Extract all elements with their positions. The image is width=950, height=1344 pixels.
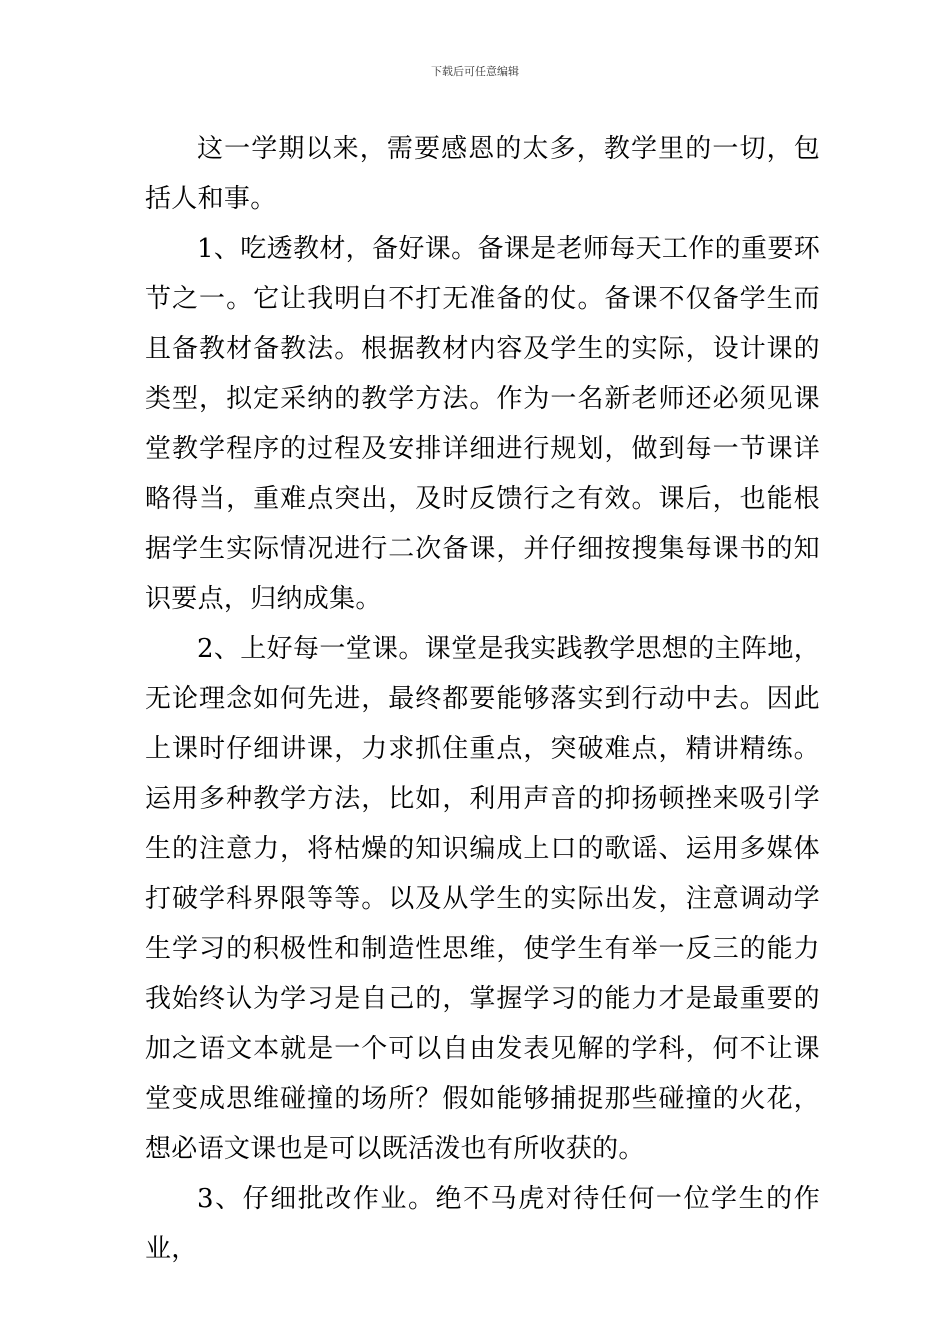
paragraph-item-2: 2、上好每一堂课。课堂是我实践教学思想的主阵地，无论理念如何先进，最终都要能够落实到行动中去。因此上课时仔细讲课，力求抓住重点，突破难点，精讲精练。运用多种教学方法，比如，利用声音的抑扬顿挫来吸引学生的注意力，将枯燥的知识编成上口的歌谣、运用多媒体打破学科界限等等。以及从学生的实际出发，注意调动学生学习的积极性和制造性思维，使学生有举一反三的能力我始终认为学习是自己的，掌握学习的能力才是最重要的加之语文本就是一个可以自由发表见解的学科，何不让课堂变成思维碰撞的场所？假如能够捕捉那些碰撞的火花，想必语文课也是可以既活泼也有所收获的。 (145, 634, 820, 1164)
page-header-note: 下载后可任意编辑 (431, 65, 519, 78)
paragraph-item-1: 1、吃透教材，备好课。备课是老师每天工作的重要环节之一。它让我明白不打无准备的仗。备课不仅备学生而且备教材备教法。根据教材内容及学生的实际，设计课的类型，拟定采纳的教学方法。作为一名新老师还必须见课堂教学程序的过程及安排详细进行规划，做到每一节课详略得当，重难点突出，及时反馈行之有效。课后，也能根据学生实际情况进行二次备课，并仔细按搜集每课书的知识要点，归纳成集。 (145, 234, 820, 614)
paragraph-item-3: 3、仔细批改作业。绝不马虎对待任何一位学生的作业， (145, 1184, 820, 1264)
paragraph-intro: 这一学期以来，需要感恩的太多，教学里的一切，包括人和事。 (145, 134, 820, 214)
document-body (145, 124, 820, 1274)
